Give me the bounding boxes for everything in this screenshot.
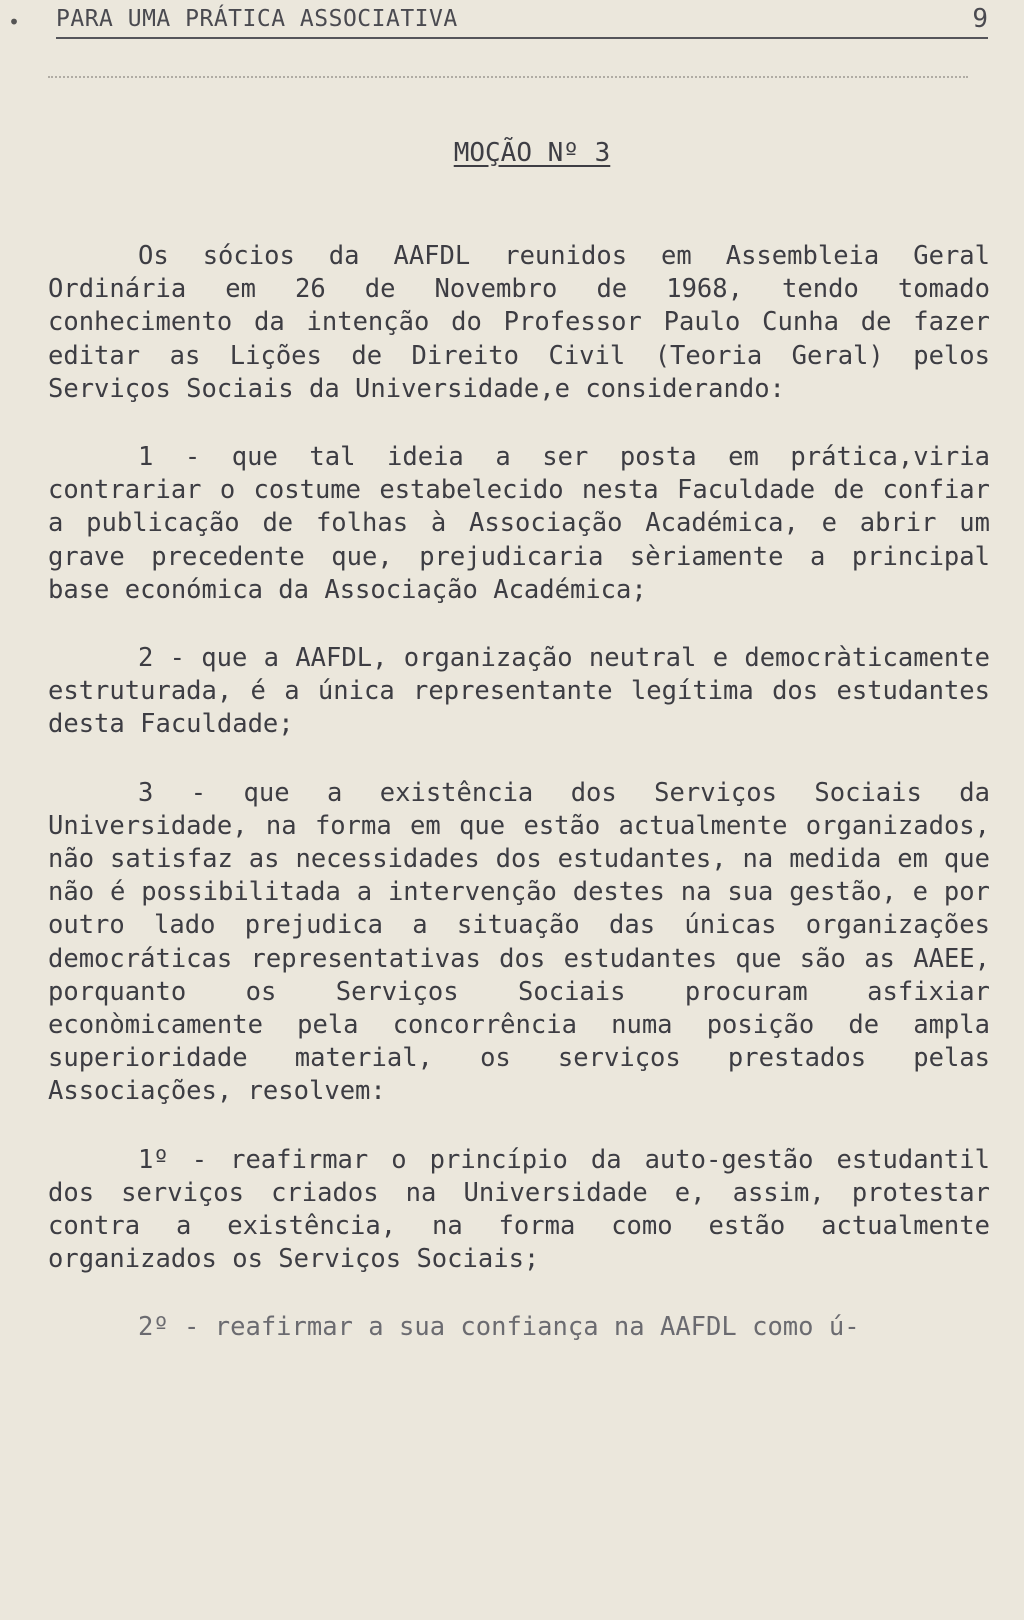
- resolution-1: 1º - reafirmar o princípio da auto-gestão estudantil dos serviços criados na Universidade e, assim, protestar contra a existência, na forma como estão actualmente organizados os Serviços Sociais;: [48, 1144, 990, 1275]
- document-body: [48, 240, 990, 1380]
- resolution-2: 2º - reafirmar a sua confiança na AAFDL como ú-: [138, 1312, 860, 1343]
- running-title: PARA UMA PRÁTICA ASSOCIATIVA: [56, 6, 458, 32]
- considerando-1: 1 - que tal ideia a ser posta em prática,viria contrariar o costume estabelecido nesta Faculdade de confiar a publicação de folhas à Associação Académica, e abrir um grave precedente que, prejudicaria sèriamente a principal base económica da Associação Académica;: [48, 442, 990, 605]
- dotted-separator: [48, 76, 968, 78]
- motion-title: MOÇÃO Nº 3: [453, 138, 611, 168]
- page-number: 9: [972, 4, 988, 34]
- intro-paragraph: Os sócios da AAFDL reunidos em Assembleia Geral Ordinária em 26 de Novembro de 1968, tendo tomado conhecimento da intenção do Professor Paulo Cunha de fazer editar as Lições de Direito Civil (Teoria Geral) pelos Serviços Sociais da Universidade,e considerando:: [48, 241, 990, 404]
- page-header: [8, 4, 998, 40]
- considerando-2: 2 - que a AAFDL, organização neutral e democràticamente estruturada, é a única representante legítima dos estudantes desta Faculdade;: [48, 643, 990, 740]
- considerando-3: 3 - que a existência dos Serviços Sociais da Universidade, na forma em que estão actualmente organizados, não satisfaz as necessidades dos estudantes, na medida em que não é possibilitada a intervenção destes na sua gestão, e por outro lado prejudica a situação das únicas organizações democráticas representativas dos estudantes que são as AAEE, porquanto os Serviços Sociais procuram asfixiar econòmicamente pela concorrência numa posição de ampla superioridade material, os serviços prestados pelas Associações, resolvem:: [48, 777, 990, 1107]
- header-rule: [56, 37, 988, 39]
- header-bullet: •: [8, 10, 21, 34]
